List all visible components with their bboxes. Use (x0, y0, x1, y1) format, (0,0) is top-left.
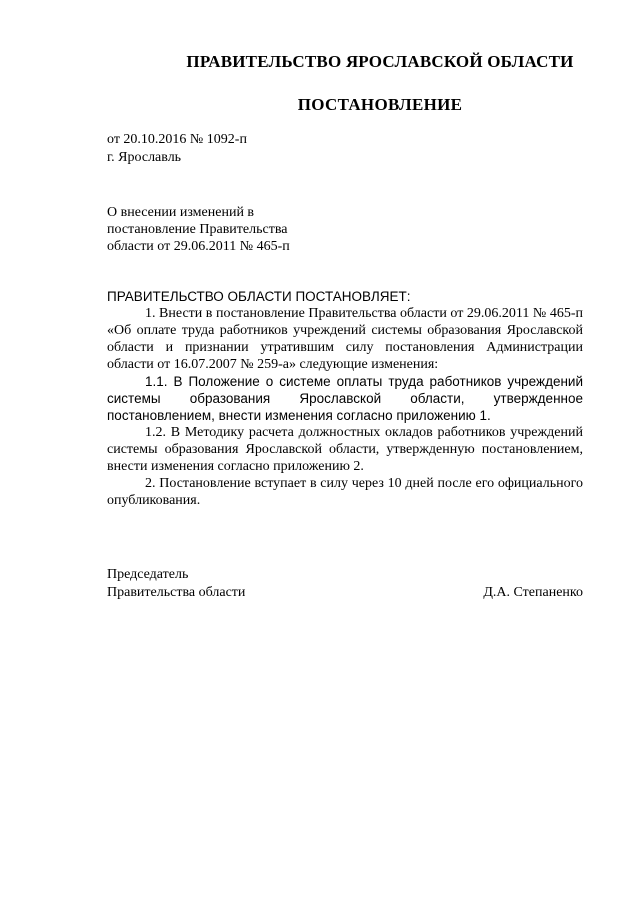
paragraph-1-2: 1.2. В Методику расчета должностных окладов работников учреждений системы образования Ярославской области, утвержденную постановлением, внести изменения согласно приложению 2. (107, 425, 583, 474)
signature-block (107, 566, 583, 602)
signatory-title: Председатель (107, 567, 189, 582)
document-meta (107, 131, 247, 167)
signatory-title: Правительства области (107, 585, 246, 600)
document-body (107, 288, 583, 509)
paragraph-1-1: 1.1. В Положение о системе оплаты труда работников учреждений системы образования Ярославской области, утвержденное постановлением, внести изменения согласно приложению 1. (107, 374, 583, 423)
organization-title: ПРАВИТЕЛЬСТВО ЯРОСЛАВСКОЙ ОБЛАСТИ (186, 52, 574, 71)
subject-line: области от 29.06.2011 № 465-п (107, 239, 290, 254)
city: г. Ярославль (107, 150, 182, 165)
signatory-name: Д.А. Степаненко (483, 585, 583, 600)
date-number: от 20.10.2016 № 1092-п (107, 132, 247, 147)
document-subject (107, 204, 290, 255)
document-type: ПОСТАНОВЛЕНИЕ (297, 95, 463, 114)
paragraph-2: 2. Постановление вступает в силу через 10 дней после его официального опубликования. (107, 476, 583, 508)
preamble: ПРАВИТЕЛЬСТВО ОБЛАСТИ ПОСТАНОВЛЯЕТ: (107, 289, 411, 304)
subject-line: О внесении изменений в (107, 205, 255, 220)
subject-line: постановление Правительства (107, 222, 288, 237)
paragraph-1: 1. Внести в постановление Правительства области от 29.06.2011 № 465-п «Об оплате труда работников учреждений системы образования Ярославской области и признании утратившим силу постановления Администрации области от 16.07.2007 № 259-а» следующие изменения: (107, 306, 583, 372)
